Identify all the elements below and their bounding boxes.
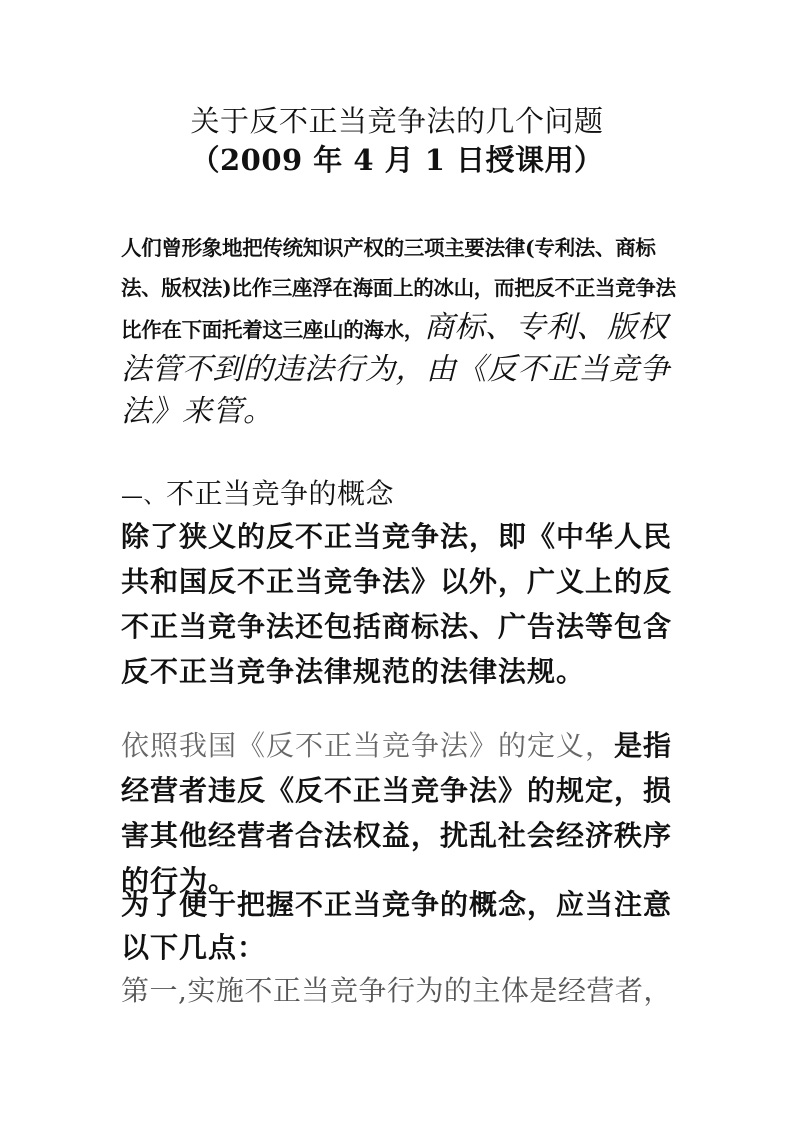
intro-emphasis-text: 商标、专利、版权法管不到的违法行为，由《反不正当竞争法》来管。 [121, 310, 670, 429]
section-heading [121, 474, 681, 517]
intro-bold-text: 人们曾形象地把传统知识产权的三项主要法律(专利法、商标法、版权法)比作三座浮在海面上的冰山，而把反不正当竞争法比作在下面托着这三座山的海水， [121, 236, 676, 342]
paragraph-legal-definition [121, 723, 681, 903]
definition-lead-text: 依照我国《反不正当竞争法》的定义， [121, 729, 615, 762]
section-number: —、 [121, 484, 167, 509]
paragraph-notes-intro: 为了便于把握不正当竞争的概念，应当注意以下几点： [121, 888, 673, 964]
document-subtitle-date: （2009 年 4 月 1 日授课用） [190, 143, 604, 177]
document-title: 关于反不正当竞争法的几个问题 [190, 104, 604, 138]
paragraph-broad-definition: 除了狭义的反不正当竞争法，即《中华人民共和国反不正当竞争法》以外，广义上的反不正当竞争法还包括商标法、广告法等包含反不正当竞争法律规范的法律法规。 [121, 520, 673, 688]
paragraph-point-one: 第一,实施不正当竞争行为的主体是经营者， [121, 974, 672, 1007]
intro-paragraph [121, 228, 681, 434]
definition-bold-text: 是指经营者违反《反不正当竞争法》的规定，损害其他经营者合法权益，扰乱社会经济秩序的行为。 [121, 729, 673, 897]
section-heading-text: 不正当竞争的概念 [166, 477, 395, 510]
